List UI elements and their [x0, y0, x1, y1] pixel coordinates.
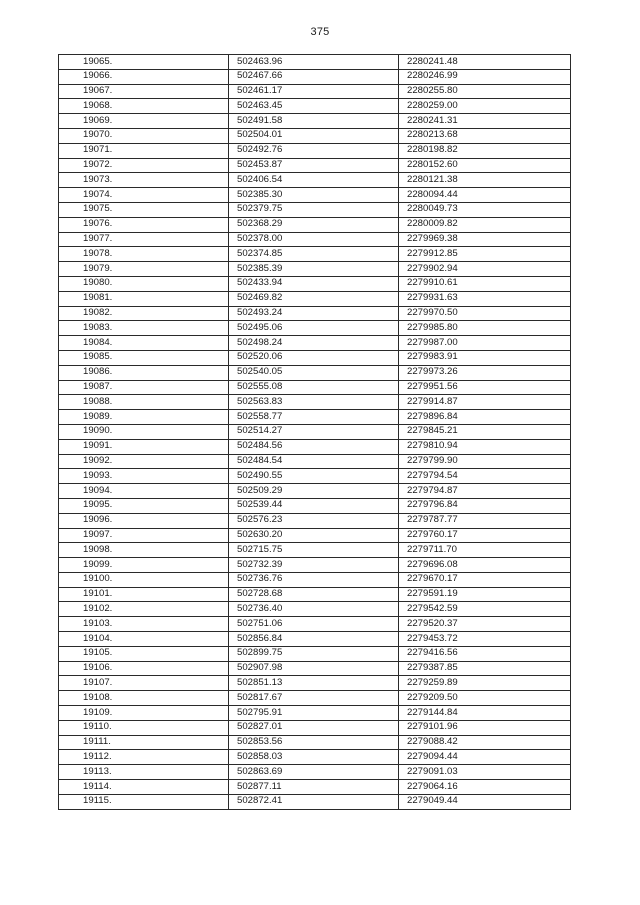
point-number-cell: 19074. — [59, 188, 229, 203]
y-coordinate-cell: 2279987.00 — [399, 336, 571, 351]
point-number-cell: 19065. — [59, 55, 229, 70]
table-row — [59, 380, 571, 395]
table-row — [59, 350, 571, 365]
x-coordinate-cell: 502540.05 — [229, 365, 399, 380]
y-coordinate-cell: 2279591.19 — [399, 587, 571, 602]
point-number-cell: 19089. — [59, 410, 229, 425]
table-row — [59, 484, 571, 499]
x-coordinate-cell: 502899.75 — [229, 646, 399, 661]
point-number-cell: 19084. — [59, 336, 229, 351]
x-coordinate-cell: 502856.84 — [229, 632, 399, 647]
table-row — [59, 84, 571, 99]
point-number-cell: 19078. — [59, 247, 229, 262]
coordinates-table-body — [59, 55, 571, 810]
table-row — [59, 454, 571, 469]
table-row — [59, 498, 571, 513]
y-coordinate-cell: 2279794.87 — [399, 484, 571, 499]
point-number-cell: 19099. — [59, 558, 229, 573]
y-coordinate-cell: 2280152.60 — [399, 158, 571, 173]
x-coordinate-cell: 502630.20 — [229, 528, 399, 543]
x-coordinate-cell: 502539.44 — [229, 498, 399, 513]
x-coordinate-cell: 502374.85 — [229, 247, 399, 262]
table-row — [59, 202, 571, 217]
y-coordinate-cell: 2279910.61 — [399, 276, 571, 291]
point-number-cell: 19105. — [59, 646, 229, 661]
point-number-cell: 19079. — [59, 262, 229, 277]
y-coordinate-cell: 2279064.16 — [399, 780, 571, 795]
point-number-cell: 19110. — [59, 720, 229, 735]
y-coordinate-cell: 2279969.38 — [399, 232, 571, 247]
x-coordinate-cell: 502368.29 — [229, 217, 399, 232]
point-number-cell: 19067. — [59, 84, 229, 99]
point-number-cell: 19080. — [59, 276, 229, 291]
x-coordinate-cell: 502853.56 — [229, 735, 399, 750]
point-number-cell: 19083. — [59, 321, 229, 336]
y-coordinate-cell: 2280259.00 — [399, 99, 571, 114]
y-coordinate-cell: 2280255.80 — [399, 84, 571, 99]
y-coordinate-cell: 2280198.82 — [399, 143, 571, 158]
x-coordinate-cell: 502728.68 — [229, 587, 399, 602]
table-row — [59, 646, 571, 661]
point-number-cell: 19113. — [59, 765, 229, 780]
point-number-cell: 19102. — [59, 602, 229, 617]
y-coordinate-cell: 2279091.03 — [399, 765, 571, 780]
table-row — [59, 587, 571, 602]
x-coordinate-cell: 502732.39 — [229, 558, 399, 573]
y-coordinate-cell: 2279416.56 — [399, 646, 571, 661]
y-coordinate-cell: 2279794.54 — [399, 469, 571, 484]
table-row — [59, 735, 571, 750]
y-coordinate-cell: 2279387.85 — [399, 661, 571, 676]
point-number-cell: 19114. — [59, 780, 229, 795]
y-coordinate-cell: 2279896.84 — [399, 410, 571, 425]
table-row — [59, 69, 571, 84]
y-coordinate-cell: 2279670.17 — [399, 572, 571, 587]
point-number-cell: 19082. — [59, 306, 229, 321]
y-coordinate-cell: 2279796.84 — [399, 498, 571, 513]
x-coordinate-cell: 502491.58 — [229, 114, 399, 129]
table-row — [59, 365, 571, 380]
y-coordinate-cell: 2280121.38 — [399, 173, 571, 188]
y-coordinate-cell: 2280009.82 — [399, 217, 571, 232]
x-coordinate-cell: 502493.24 — [229, 306, 399, 321]
point-number-cell: 19076. — [59, 217, 229, 232]
point-number-cell: 19070. — [59, 128, 229, 143]
point-number-cell: 19095. — [59, 498, 229, 513]
table-row — [59, 676, 571, 691]
table-row — [59, 469, 571, 484]
x-coordinate-cell: 502453.87 — [229, 158, 399, 173]
table-row — [59, 558, 571, 573]
table-row — [59, 617, 571, 632]
point-number-cell: 19104. — [59, 632, 229, 647]
point-number-cell: 19111. — [59, 735, 229, 750]
x-coordinate-cell: 502385.30 — [229, 188, 399, 203]
y-coordinate-cell: 2279049.44 — [399, 794, 571, 809]
x-coordinate-cell: 502467.66 — [229, 69, 399, 84]
point-number-cell: 19068. — [59, 99, 229, 114]
table-row — [59, 632, 571, 647]
y-coordinate-cell: 2279985.80 — [399, 321, 571, 336]
y-coordinate-cell: 2279520.37 — [399, 617, 571, 632]
x-coordinate-cell: 502795.91 — [229, 706, 399, 721]
y-coordinate-cell: 2279453.72 — [399, 632, 571, 647]
table-row — [59, 321, 571, 336]
table-row — [59, 528, 571, 543]
point-number-cell: 19077. — [59, 232, 229, 247]
y-coordinate-cell: 2279711.70 — [399, 543, 571, 558]
y-coordinate-cell: 2280213.68 — [399, 128, 571, 143]
y-coordinate-cell: 2279094.44 — [399, 750, 571, 765]
x-coordinate-cell: 502469.82 — [229, 291, 399, 306]
table-row — [59, 602, 571, 617]
y-coordinate-cell: 2279810.94 — [399, 439, 571, 454]
table-row — [59, 720, 571, 735]
point-number-cell: 19092. — [59, 454, 229, 469]
y-coordinate-cell: 2279259.89 — [399, 676, 571, 691]
point-number-cell: 19086. — [59, 365, 229, 380]
x-coordinate-cell: 502492.76 — [229, 143, 399, 158]
x-coordinate-cell: 502555.08 — [229, 380, 399, 395]
table-row — [59, 513, 571, 528]
x-coordinate-cell: 502461.17 — [229, 84, 399, 99]
y-coordinate-cell: 2279951.56 — [399, 380, 571, 395]
y-coordinate-cell: 2280049.73 — [399, 202, 571, 217]
table-row — [59, 55, 571, 70]
table-row — [59, 232, 571, 247]
point-number-cell: 19112. — [59, 750, 229, 765]
point-number-cell: 19073. — [59, 173, 229, 188]
point-number-cell: 19075. — [59, 202, 229, 217]
x-coordinate-cell: 502817.67 — [229, 691, 399, 706]
point-number-cell: 19103. — [59, 617, 229, 632]
point-number-cell: 19094. — [59, 484, 229, 499]
x-coordinate-cell: 502863.69 — [229, 765, 399, 780]
y-coordinate-cell: 2280241.48 — [399, 55, 571, 70]
y-coordinate-cell: 2279914.87 — [399, 395, 571, 410]
x-coordinate-cell: 502558.77 — [229, 410, 399, 425]
x-coordinate-cell: 502378.00 — [229, 232, 399, 247]
table-row — [59, 572, 571, 587]
y-coordinate-cell: 2279799.90 — [399, 454, 571, 469]
page-number: 375 — [310, 26, 330, 38]
x-coordinate-cell: 502858.03 — [229, 750, 399, 765]
table-row — [59, 410, 571, 425]
y-coordinate-cell: 2279970.50 — [399, 306, 571, 321]
x-coordinate-cell: 502490.55 — [229, 469, 399, 484]
table-row — [59, 99, 571, 114]
table-row — [59, 706, 571, 721]
table-row — [59, 794, 571, 809]
x-coordinate-cell: 502498.24 — [229, 336, 399, 351]
x-coordinate-cell: 502495.06 — [229, 321, 399, 336]
table-row — [59, 691, 571, 706]
table-row — [59, 306, 571, 321]
point-number-cell: 19109. — [59, 706, 229, 721]
table-row — [59, 543, 571, 558]
table-row — [59, 128, 571, 143]
coordinates-table — [58, 54, 571, 810]
y-coordinate-cell: 2280246.99 — [399, 69, 571, 84]
table-row — [59, 262, 571, 277]
table-row — [59, 114, 571, 129]
point-number-cell: 19107. — [59, 676, 229, 691]
y-coordinate-cell: 2280094.44 — [399, 188, 571, 203]
y-coordinate-cell: 2279144.84 — [399, 706, 571, 721]
y-coordinate-cell: 2280241.31 — [399, 114, 571, 129]
y-coordinate-cell: 2279973.26 — [399, 365, 571, 380]
x-coordinate-cell: 502504.01 — [229, 128, 399, 143]
x-coordinate-cell: 502433.94 — [229, 276, 399, 291]
point-number-cell: 19100. — [59, 572, 229, 587]
point-number-cell: 19091. — [59, 439, 229, 454]
table-row — [59, 217, 571, 232]
y-coordinate-cell: 2279912.85 — [399, 247, 571, 262]
table-row — [59, 188, 571, 203]
table-row — [59, 765, 571, 780]
table-row — [59, 780, 571, 795]
x-coordinate-cell: 502520.06 — [229, 350, 399, 365]
x-coordinate-cell: 502463.45 — [229, 99, 399, 114]
x-coordinate-cell: 502907.98 — [229, 661, 399, 676]
point-number-cell: 19081. — [59, 291, 229, 306]
y-coordinate-cell: 2279209.50 — [399, 691, 571, 706]
x-coordinate-cell: 502751.06 — [229, 617, 399, 632]
point-number-cell: 19101. — [59, 587, 229, 602]
table-row — [59, 291, 571, 306]
y-coordinate-cell: 2279902.94 — [399, 262, 571, 277]
x-coordinate-cell: 502484.54 — [229, 454, 399, 469]
x-coordinate-cell: 502385.39 — [229, 262, 399, 277]
x-coordinate-cell: 502463.96 — [229, 55, 399, 70]
y-coordinate-cell: 2279931.63 — [399, 291, 571, 306]
x-coordinate-cell: 502851.13 — [229, 676, 399, 691]
table-row — [59, 395, 571, 410]
x-coordinate-cell: 502514.27 — [229, 424, 399, 439]
point-number-cell: 19090. — [59, 424, 229, 439]
table-row — [59, 173, 571, 188]
y-coordinate-cell: 2279696.08 — [399, 558, 571, 573]
point-number-cell: 19072. — [59, 158, 229, 173]
x-coordinate-cell: 502736.76 — [229, 572, 399, 587]
y-coordinate-cell: 2279983.91 — [399, 350, 571, 365]
point-number-cell: 19098. — [59, 543, 229, 558]
point-number-cell: 19088. — [59, 395, 229, 410]
point-number-cell: 19106. — [59, 661, 229, 676]
y-coordinate-cell: 2279787.77 — [399, 513, 571, 528]
x-coordinate-cell: 502715.75 — [229, 543, 399, 558]
x-coordinate-cell: 502509.29 — [229, 484, 399, 499]
point-number-cell: 19066. — [59, 69, 229, 84]
x-coordinate-cell: 502736.40 — [229, 602, 399, 617]
point-number-cell: 19096. — [59, 513, 229, 528]
table-row — [59, 158, 571, 173]
y-coordinate-cell: 2279760.17 — [399, 528, 571, 543]
x-coordinate-cell: 502484.56 — [229, 439, 399, 454]
point-number-cell: 19097. — [59, 528, 229, 543]
table-row — [59, 336, 571, 351]
y-coordinate-cell: 2279101.96 — [399, 720, 571, 735]
point-number-cell: 19071. — [59, 143, 229, 158]
y-coordinate-cell: 2279845.21 — [399, 424, 571, 439]
point-number-cell: 19087. — [59, 380, 229, 395]
point-number-cell: 19115. — [59, 794, 229, 809]
x-coordinate-cell: 502877.11 — [229, 780, 399, 795]
table-row — [59, 276, 571, 291]
point-number-cell: 19108. — [59, 691, 229, 706]
x-coordinate-cell: 502576.23 — [229, 513, 399, 528]
table-row — [59, 424, 571, 439]
x-coordinate-cell: 502563.83 — [229, 395, 399, 410]
table-row — [59, 661, 571, 676]
x-coordinate-cell: 502872.41 — [229, 794, 399, 809]
x-coordinate-cell: 502379.75 — [229, 202, 399, 217]
x-coordinate-cell: 502406.54 — [229, 173, 399, 188]
table-row — [59, 750, 571, 765]
y-coordinate-cell: 2279088.42 — [399, 735, 571, 750]
point-number-cell: 19093. — [59, 469, 229, 484]
point-number-cell: 19085. — [59, 350, 229, 365]
point-number-cell: 19069. — [59, 114, 229, 129]
x-coordinate-cell: 502827.01 — [229, 720, 399, 735]
y-coordinate-cell: 2279542.59 — [399, 602, 571, 617]
table-row — [59, 439, 571, 454]
table-row — [59, 247, 571, 262]
table-row — [59, 143, 571, 158]
